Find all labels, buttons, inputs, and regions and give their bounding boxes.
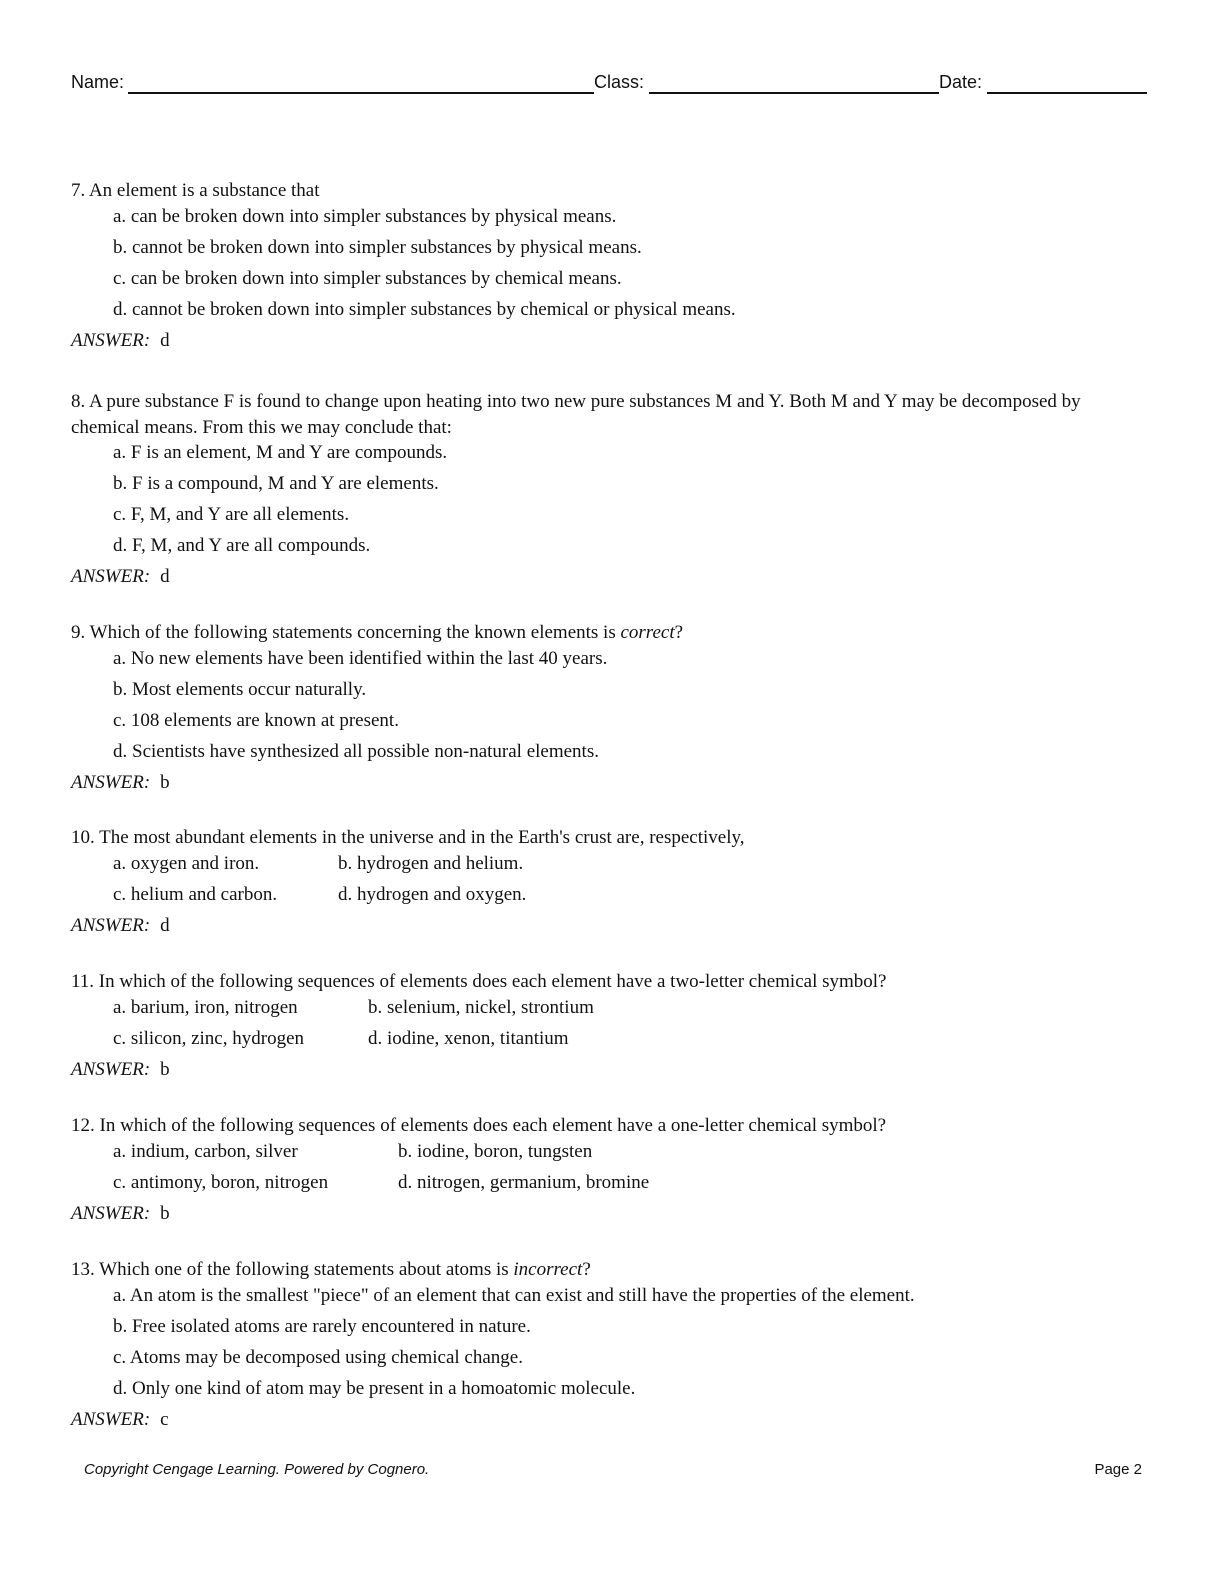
answer: [71, 1059, 170, 1081]
option-b: b. cannot be broken down into simpler substances by physical means.: [113, 237, 642, 258]
option-a: a. An atom is the smallest "piece" of an element that can exist and still have the properties of the element.: [113, 1285, 915, 1306]
option-b: b. Free isolated atoms are rarely encountered in nature.: [113, 1316, 531, 1337]
option-d: d. hydrogen and oxygen.: [338, 884, 527, 905]
option-d: d. Scientists have synthesized all possible non-natural elements.: [113, 741, 599, 762]
answer-value: b: [160, 772, 170, 793]
option-d: d. cannot be broken down into simpler substances by chemical or physical means.: [113, 299, 736, 320]
answer-label: ANSWER:: [71, 1203, 151, 1224]
question-11: [71, 969, 1131, 1080]
question-13: [71, 1257, 1131, 1430]
answer: [71, 1409, 169, 1431]
question-stem: 7. An element is a substance that: [71, 180, 320, 201]
option-b: b. iodine, boron, tungsten: [398, 1141, 593, 1162]
answer-value: b: [160, 1203, 170, 1224]
answer: [71, 566, 170, 588]
class-field[interactable]: [649, 92, 939, 94]
question-stem: [71, 620, 1131, 646]
option-c: c. Atoms may be decomposed using chemical change.: [113, 1347, 523, 1368]
option-b: b. selenium, nickel, strontium: [368, 997, 594, 1018]
option-a: a. can be broken down into simpler substances by physical means.: [113, 206, 617, 227]
question-10: [71, 825, 1131, 936]
answer-label: ANSWER:: [71, 1409, 151, 1430]
answer: [71, 330, 170, 352]
answer-value: b: [160, 1059, 170, 1080]
question-stem: 10. The most abundant elements in the universe and in the Earth's crust are, respectively,: [71, 827, 745, 848]
question-9: [71, 620, 1131, 793]
question-8: [71, 389, 1111, 587]
answer-value: d: [160, 330, 170, 351]
stem-text: 13. Which one of the following statements about atoms is: [71, 1259, 514, 1280]
answer: [71, 1203, 170, 1225]
option-a: a. oxygen and iron.: [113, 853, 260, 874]
option-c: c. 108 elements are known at present.: [113, 710, 399, 731]
option-a: a. indium, carbon, silver: [113, 1141, 298, 1162]
class-label: Class:: [594, 72, 645, 92]
option-d: d. Only one kind of atom may be present in a homoatomic molecule.: [113, 1378, 636, 1399]
option-d: d. nitrogen, germanium, bromine: [398, 1172, 650, 1193]
answer-label: ANSWER:: [71, 330, 151, 351]
option-c: c. F, M, and Y are all elements.: [113, 504, 350, 525]
answer: [71, 915, 170, 937]
option-b: b. hydrogen and helium.: [338, 853, 524, 874]
question-stem: 12. In which of the following sequences of elements does each element have a one-letter chemical symbol?: [71, 1115, 887, 1136]
stem-emphasis: correct: [620, 622, 675, 643]
answer-label: ANSWER:: [71, 1059, 151, 1080]
name-field[interactable]: [128, 92, 594, 94]
option-b: b. F is a compound, M and Y are elements.: [113, 473, 439, 494]
answer-label: ANSWER:: [71, 915, 151, 936]
stem-end: ?: [674, 622, 684, 643]
question-stem: 11. In which of the following sequences of elements does each element have a two-letter chemical symbol?: [71, 971, 887, 992]
option-a: a. F is an element, M and Y are compounds.: [113, 442, 448, 463]
answer-value: d: [160, 566, 170, 587]
answer-value: c: [160, 1409, 169, 1430]
stem-end: ?: [582, 1259, 591, 1280]
option-b: b. Most elements occur naturally.: [113, 679, 367, 700]
question-stem: 8. A pure substance F is found to change upon heating into two new pure substances M and Y. Both M and Y may be decomposed by chemical means. From this we may conclude that:: [71, 391, 1081, 438]
question-7: [71, 178, 1131, 351]
option-c: c. helium and carbon.: [113, 884, 278, 905]
question-12: [71, 1113, 1131, 1224]
answer-label: ANSWER:: [71, 772, 151, 793]
date-field[interactable]: [987, 92, 1147, 94]
header-fields: [71, 72, 1147, 96]
stem-emphasis: incorrect: [513, 1259, 583, 1280]
copyright-notice: Copyright Cengage Learning. Powered by Cognero.: [84, 1461, 430, 1478]
option-d: d. iodine, xenon, titantium: [368, 1028, 569, 1049]
option-d: d. F, M, and Y are all compounds.: [113, 535, 371, 556]
answer-label: ANSWER:: [71, 566, 151, 587]
page-number: Page 2: [1094, 1461, 1142, 1478]
question-stem: [71, 1257, 1131, 1283]
option-a: a. No new elements have been identified within the last 40 years.: [113, 648, 608, 669]
answer-value: d: [160, 915, 170, 936]
option-c: c. silicon, zinc, hydrogen: [113, 1028, 305, 1049]
option-c: c. antimony, boron, nitrogen: [113, 1172, 329, 1193]
option-c: c. can be broken down into simpler substances by chemical means.: [113, 268, 622, 289]
stem-text: 9. Which of the following statements concerning the known elements is: [71, 622, 621, 643]
option-a: a. barium, iron, nitrogen: [113, 997, 298, 1018]
date-label: Date:: [939, 72, 983, 92]
answer: [71, 772, 170, 794]
name-label: Name:: [71, 72, 125, 92]
